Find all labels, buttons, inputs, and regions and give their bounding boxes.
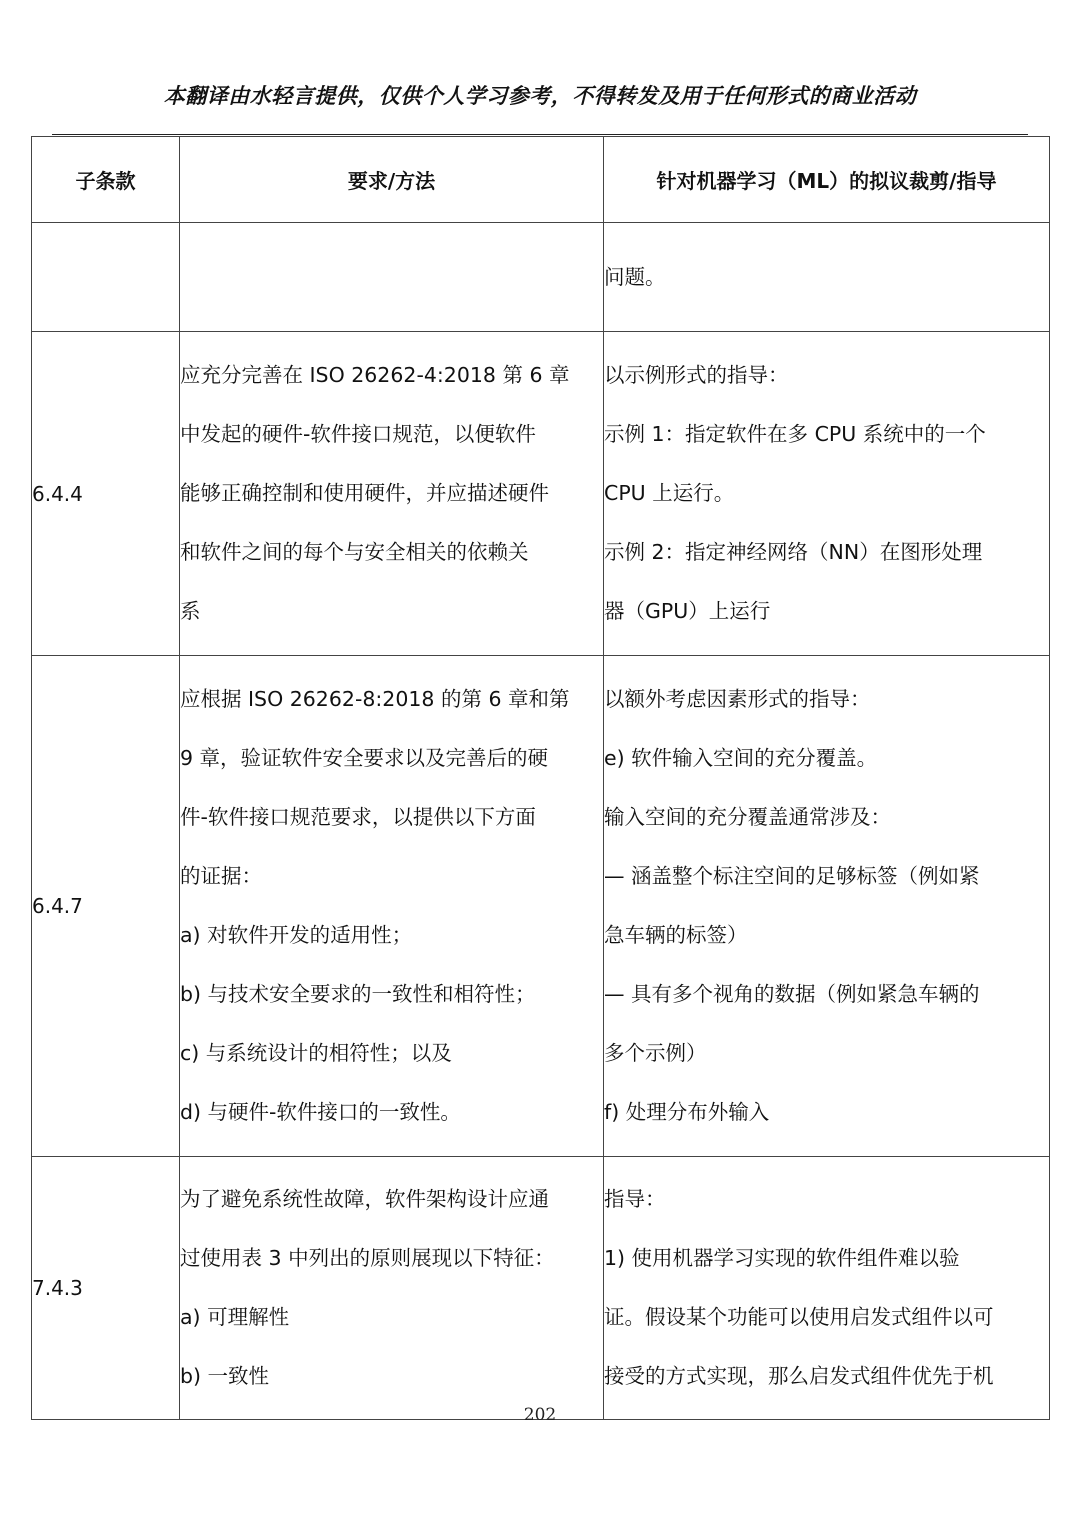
table-row [32, 656, 1050, 1157]
guidance-text-line: CPU 上运行。 [604, 481, 735, 505]
requirements-table [31, 136, 1050, 1420]
guidance-text-line: 器（GPU）上运行 [604, 599, 771, 623]
requirement-text-line: b) 一致性 [180, 1364, 270, 1388]
requirement-cell [180, 1157, 604, 1420]
header-rule [52, 134, 1028, 135]
subclause-cell: 6.4.7 [32, 656, 180, 1157]
requirement-text-line: 的证据： [180, 864, 262, 888]
guidance-text-line: 1) 使用机器学习实现的软件组件难以验 [604, 1246, 960, 1270]
requirement-text-line: 应充分完善在 ISO 26262-4:2018 第 6 章 [180, 363, 570, 387]
guidance-text-line: — 涵盖整个标注空间的足够标签（例如紧 [604, 864, 980, 888]
guidance-text-line: 输入空间的充分覆盖通常涉及： [604, 805, 891, 829]
requirement-cell [180, 223, 604, 332]
guidance-cell [604, 656, 1050, 1157]
requirement-text-line: b) 与技术安全要求的一致性和相符性； [180, 982, 536, 1006]
requirement-text-line: 能够正确控制和使用硬件，并应描述硬件 [180, 481, 549, 505]
requirement-cell [180, 332, 604, 656]
requirement-text-line: a) 对软件开发的适用性； [180, 923, 413, 947]
guidance-text-line: 问题。 [604, 264, 666, 289]
requirement-text-line: 过使用表 3 中列出的原则展现以下特征： [180, 1246, 555, 1270]
table-row [32, 1157, 1050, 1420]
guidance-cell [604, 1157, 1050, 1420]
header-ml-guidance: 针对机器学习（ML）的拟议裁剪/指导 [604, 137, 1050, 223]
requirement-text-line: a) 可理解性 [180, 1305, 290, 1329]
page-number: 202 [523, 1405, 557, 1425]
guidance-text-line: 证。假设某个功能可以使用启发式组件以可 [604, 1305, 994, 1329]
guidance-text-line: 以示例形式的指导： [604, 363, 789, 387]
guidance-text-line: 急车辆的标签） [604, 923, 748, 947]
requirement-text-line: 件-软件接口规范要求，以提供以下方面 [180, 805, 536, 829]
requirement-text-line: d) 与硬件-软件接口的一致性。 [180, 1100, 461, 1124]
table-header-row [32, 137, 1050, 223]
requirement-text-line: 和软件之间的每个与安全相关的依赖关 [180, 540, 529, 564]
header-note: 本翻译由水轻言提供，仅供个人学习参考，不得转发及用于任何形式的商业活动 [163, 84, 917, 108]
requirement-text-line: c) 与系统设计的相符性；以及 [180, 1041, 452, 1065]
header-requirement-method: 要求/方法 [180, 137, 604, 223]
guidance-text-line: 以额外考虑因素形式的指导： [604, 687, 871, 711]
guidance-text-line: 示例 2：指定神经网络（NN）在图形处理 [604, 540, 983, 564]
guidance-cell [604, 332, 1050, 656]
guidance-text-line: f) 处理分布外输入 [604, 1100, 770, 1124]
guidance-text-line: 多个示例） [604, 1041, 707, 1065]
header-subclause: 子条款 [32, 137, 180, 223]
requirement-text-line: 应根据 ISO 26262-8:2018 的第 6 章和第 [180, 687, 570, 711]
requirement-cell [180, 656, 604, 1157]
guidance-text-line: e) 软件输入空间的充分覆盖。 [604, 746, 878, 770]
subclause-cell [32, 223, 180, 332]
guidance-cell [604, 223, 1050, 332]
subclause-cell: 6.4.4 [32, 332, 180, 656]
subclause-cell: 7.4.3 [32, 1157, 180, 1420]
requirement-text-line: 系 [180, 599, 201, 623]
table-row [32, 332, 1050, 656]
guidance-text-line: 接受的方式实现，那么启发式组件优先于机 [604, 1364, 994, 1388]
requirement-text-line: 9 章，验证软件安全要求以及完善后的硬 [180, 746, 549, 770]
requirement-text-line: 为了避免系统性故障，软件架构设计应通 [180, 1187, 549, 1211]
guidance-text-line: 示例 1：指定软件在多 CPU 系统中的一个 [604, 422, 986, 446]
guidance-text-line: — 具有多个视角的数据（例如紧急车辆的 [604, 982, 980, 1006]
guidance-text-line: 指导： [604, 1187, 666, 1211]
table-row [32, 223, 1050, 332]
requirement-text-line: 中发起的硬件-软件接口规范，以便软件 [180, 422, 536, 446]
